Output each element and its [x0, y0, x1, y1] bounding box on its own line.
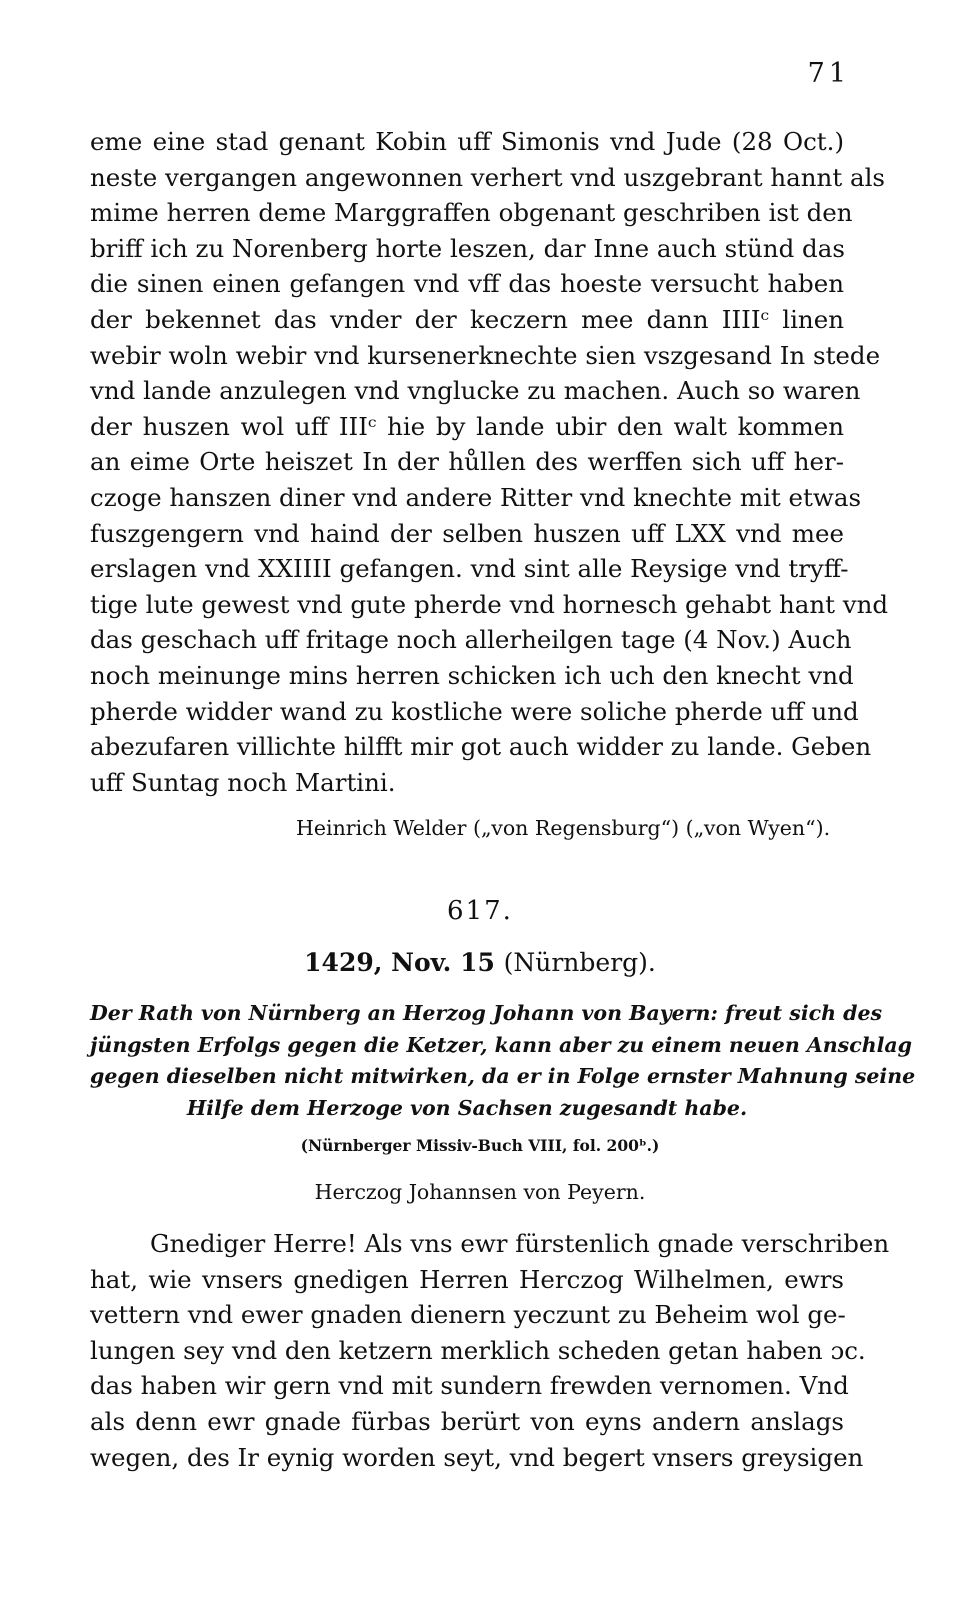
- text-line: pherde widder wand zu kostliche were soliche pherde uff und: [90, 696, 859, 726]
- text-line: abezufaren villichte hilfft mir got auch widder zu lande. Geben: [90, 732, 872, 762]
- text-line: tige lute gewest vnd gute pherde vnd hornesch gehabt hant vnd: [90, 589, 889, 619]
- letter-body: [90, 1226, 890, 1475]
- document-place: (Nürnberg).: [503, 948, 656, 977]
- regest-line: Der Rath von Nürnberg an Herzog Johann von Bayern: freut sich des: [90, 1001, 883, 1025]
- letter-body-continued: [90, 124, 889, 800]
- text-line: uff Suntag noch Martini.: [90, 767, 396, 797]
- text-line: mime herren deme Marggraffen obgenant geschriben ist den: [90, 198, 853, 228]
- text-line: wegen, des Ir eynig worden seyt, vnd begert vnsers greysigen: [90, 1442, 864, 1472]
- text-line: fuszgengern vnd haind der selben huszen uff LXX vnd mee: [90, 518, 844, 548]
- text-line: hat, wie vnsers gnedigen Herren Herczog Wilhelmen, ewrs: [90, 1264, 844, 1294]
- regest-summary: [90, 998, 916, 1124]
- text-line: eme eine stad genant Kobin uff Simonis vnd Jude (28 Oct.): [90, 127, 844, 156]
- document-date: 1429, Nov. 15: [304, 948, 495, 977]
- text-line: noch meinunge mins herren schicken ich uch den knecht vnd: [90, 660, 854, 690]
- text-line: briff ich zu Norenberg horte leszen, dar Inne auch stünd das: [90, 233, 845, 263]
- text-line: an eime Orte heiszet In der hůllen des werffen sich uff her-: [90, 447, 844, 477]
- text-line: lungen sey vnd den ketzern merklich scheden getan haben ɔc.: [90, 1335, 866, 1365]
- text-line: das haben wir gern vnd mit sundern frewden vernomen. Vnd: [90, 1371, 849, 1401]
- regest-line: Hilfe dem Herzoge von Sachsen zugesandt habe.: [186, 1095, 748, 1120]
- regest-line: gegen dieselben nicht mitwirken, da er in Folge ernster Mahnung seine: [90, 1064, 916, 1088]
- text-line: der bekennet das vnder der keczern mee dann IIIIᶜ linen: [90, 304, 844, 334]
- page-number: 71: [807, 58, 850, 89]
- text-line: webir woln webir vnd kursenerknechte sien vszgesand In stede: [90, 340, 881, 370]
- text-line: das geschach uff fritage noch allerheilgen tage (4 Nov.) Auch: [90, 625, 852, 655]
- document-date-heading: [0, 948, 960, 977]
- text-line: Gnediger Herre! Als vns ewr fürstenlich gnade verschriben: [150, 1229, 890, 1258]
- text-line: als denn ewr gnade fürbas berürt von eyns andern anslags: [90, 1406, 844, 1436]
- text-line: vettern vnd ewer gnaden dienern yeczunt zu Beheim wol ge-: [90, 1300, 846, 1330]
- text-line: der huszen wol uff IIIᶜ hie by lande ubir den walt kommen: [90, 411, 844, 441]
- letter-signature: Heinrich Welder („von Regensburg“) („von Wyen“).: [296, 816, 831, 840]
- text-line: vnd lande anzulegen vnd vnglucke zu machen. Auch so waren: [90, 376, 861, 406]
- text-line: czoge hanszen diner vnd andere Ritter vnd knechte mit etwas: [90, 482, 862, 512]
- document-number: 617.: [447, 896, 513, 926]
- text-line: erslagen vnd XXIIII gefangen. vnd sint alle Reysige vnd tryff-: [90, 554, 849, 584]
- regest-line: jüngsten Erfolgs gegen die Ketzer, kann aber zu einem neuen Anschlag: [90, 1032, 913, 1057]
- text-line: die sinen einen gefangen vnd vff das hoeste versucht haben: [90, 269, 844, 299]
- source-citation: (Nürnberger Missiv-Buch VIII, fol. 200ᵇ.): [300, 1136, 660, 1155]
- letter-address: Herczog Johannsen von Peyern.: [314, 1180, 646, 1204]
- text-line: neste vergangen angewonnen verhert vnd uszgebrant hannt als: [90, 162, 885, 192]
